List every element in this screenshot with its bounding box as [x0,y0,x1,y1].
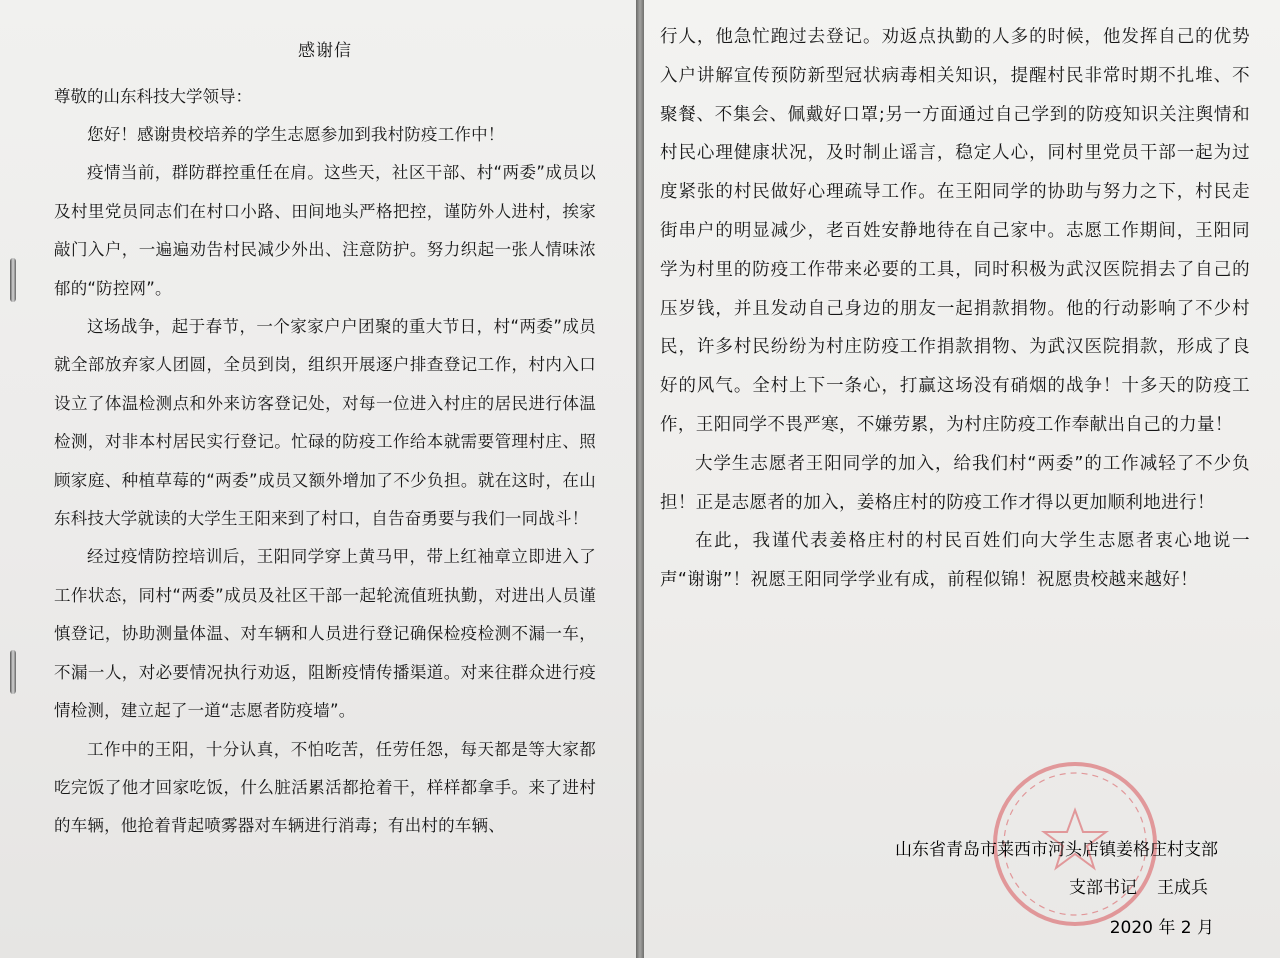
paragraph-spring-festival: 这场战争，起于春节，一个家家户户团聚的重大节日，村“两委”成员就全部放弃家人团圆，全员到岗，组织开展逐户排查登记工作，村内入口设立了体温检测点和外来访客登记处，对每一位进入村庄的居民进行体温检测，对非本村居民实行登记。忙碌的防疫工作给本就需要管理村庄、照顾家庭、种植草莓的“两委”成员又额外增加了不少负担。就在这时，在山东科技大学就读的大学生王阳来到了村口，自告奋勇要与我们一同战斗！ [54,317,596,529]
paragraph-work: 工作中的王阳，十分认真，不怕吃苦，任劳任怨，每天都是等大家都吃完饭了他才回家吃饭，什么脏活累活都抢着干，样样都拿手。来了进村的车辆，他抢着背起喷雾器对车辆进行消毒；有出村的车辆、 [54,739,596,836]
paragraph-greeting: 您好！感谢贵校培养的学生志愿参加到我村防疫工作中！ [87,125,505,144]
paragraph-continued: 行人，他急忙跑过去登记。劝返点执勤的人多的时候，他发挥自己的优势入户讲解宣传预防新型冠状病毒相关知识，提醒村民非常时期不扎堆、不聚餐、不集会、佩戴好口罩;另一方面通过自己学到的防疫知识关注舆情和村民心理健康状况，及时制止谣言，稳定人心，同村里党员干部一起为过度紧张的村民做好心理疏导工作。在王阳同学的协助与努力之下，村民走街串户的明显减少，老百姓安静地待在自己家中。志愿工作期间，王阳同学为村里的防疫工作带来必要的工具，同时积极为武汉医院捐去了自己的压岁钱，并且发动自己身边的朋友一起捐款捐物。他的行动影响了不少村民，许多村民纷纷为村庄防疫工作捐款捐物、为武汉医院捐款，形成了良好的风气。全村上下一条心，打赢这场没有硝烟的战争！十多天的防疫工作，王阳同学不畏严寒，不嫌劳累，为村庄防疫工作奉献出自己的力量！ [660,27,1250,435]
signature-date: 2020 年 2 月 [1109,918,1214,938]
paragraph-training: 经过疫情防控培训后，王阳同学穿上黄马甲，带上红袖章立即进入了工作状态，同村“两委”成员及社区干部一起轮流值班执勤，对进出人员谨慎登记，协助测量体温、对车辆和人员进行登记确保检疫检测不漏一车，不漏一人，对必要情况执行劝返，阻断疫情传播渠道。对来往群众进行疫情检测，建立起了一道“志愿者防疫墙”。 [54,547,596,721]
letter-title: 感谢信 [298,41,352,61]
signature-position: 支部书记 [1069,878,1137,898]
staple-bottom [10,650,16,694]
page-divider [636,0,644,958]
staple-top [10,258,16,302]
letter-page-left [0,0,636,958]
paragraph-contribution: 大学生志愿者王阳同学的加入，给我们村“两委”的工作减轻了不少负担！正是志愿者的加入，姜格庄村的防疫工作才得以更加顺利地进行！ [660,453,1250,513]
paragraph-thanks: 在此，我谨代表姜格庄村的村民百姓们向大学生志愿者衷心地说一声“谢谢”！祝愿王阳同学学业有成，前程似锦！祝愿贵校越来越好！ [660,531,1250,591]
letter-page-right [644,0,1280,958]
paragraph-situation: 疫情当前，群防群控重任在肩。这些天，社区干部、村“两委”成员以及村里党员同志们在村口小路、田间地头严格把控，谨防外人进村，挨家敲门入户，一遍遍劝告村民减少外出、注意防护。努力织起一张人情味浓郁的“防控网”。 [54,163,596,298]
signature-name: 王成兵 [1157,878,1208,898]
salutation: 尊敬的山东科技大学领导： [54,87,252,106]
signature-secretary [1069,873,1208,898]
signature-organization: 山东省青岛市莱西市河头店镇姜格庄村支部 [895,840,1218,860]
